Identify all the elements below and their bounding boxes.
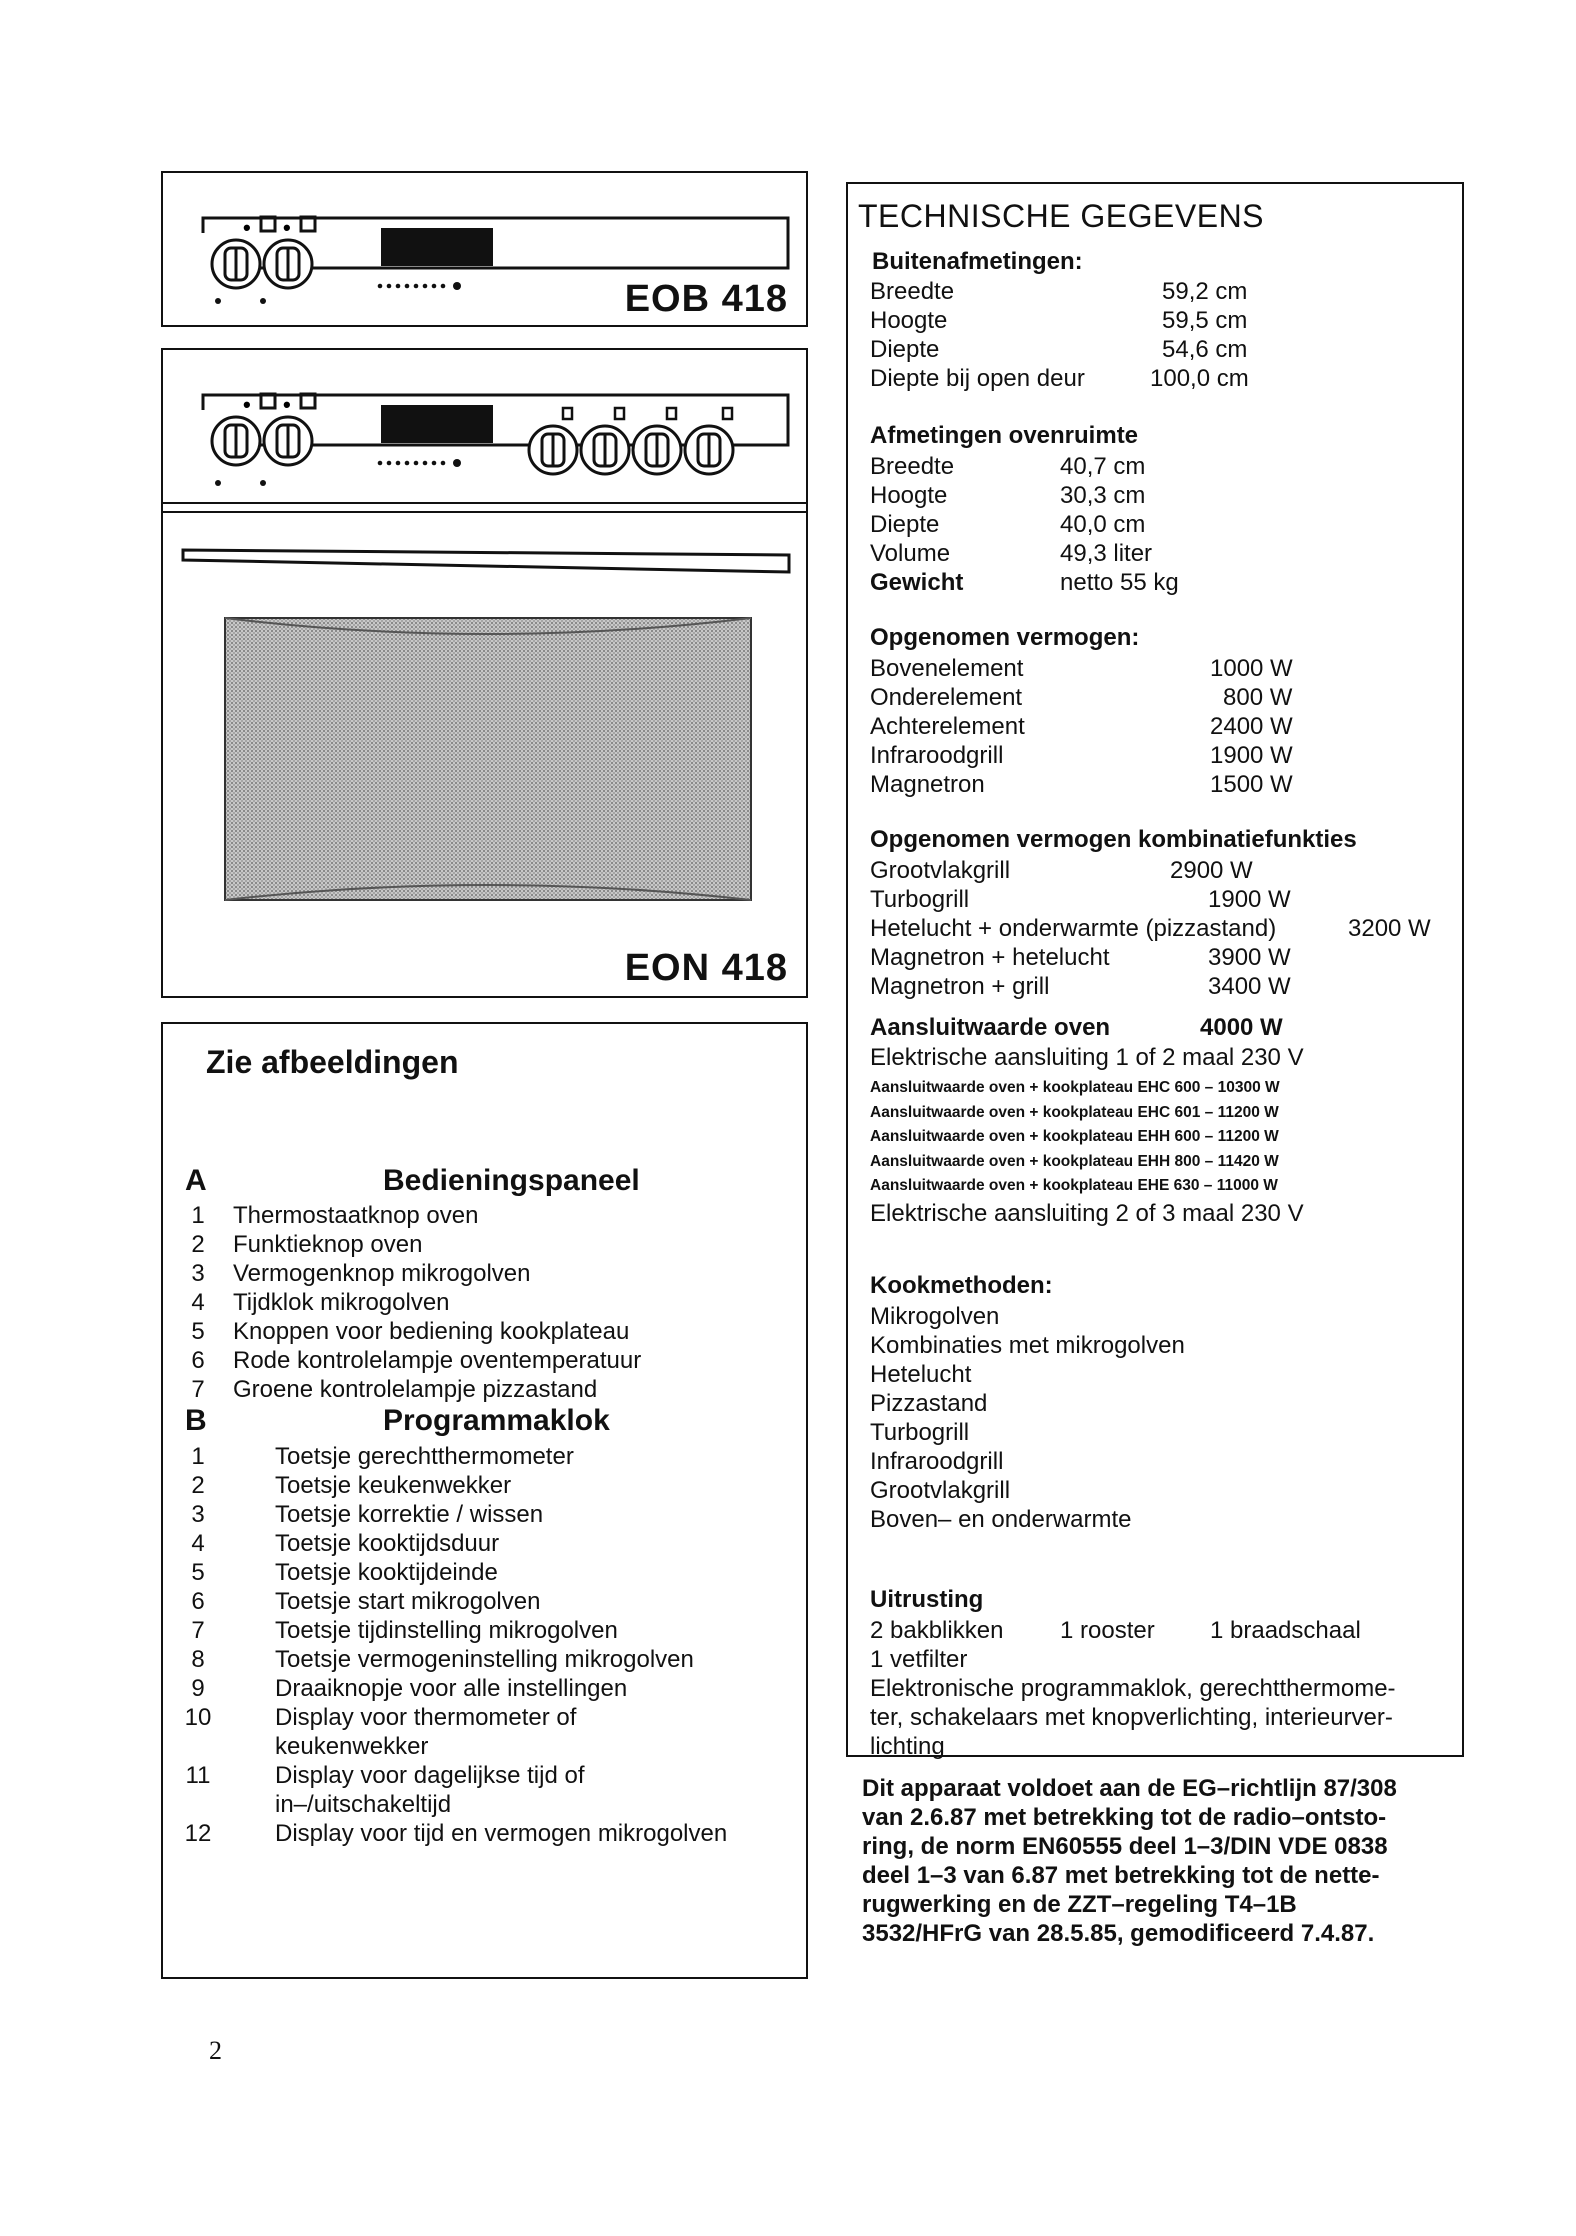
list-item: Grootvlakgrill — [870, 1477, 1011, 1504]
thermostat-knob-icon — [212, 417, 260, 465]
oven-title: Afmetingen ovenruimte — [870, 422, 1139, 449]
spec-row: Breedte 40,7 cm — [870, 453, 1146, 480]
spec-row: Hetelucht + onderwarmte (pizzastand) 3200 W — [870, 915, 1431, 942]
oven-specs — [870, 452, 1430, 597]
list-item: 11 Display voor dagelijkse tijd of — [185, 1762, 585, 1789]
spec-row: Elektronische programmaklok, gerechtthermome- — [870, 1675, 1396, 1702]
section-a-letter: A — [185, 1164, 207, 1197]
list-item: Pizzastand — [870, 1390, 988, 1417]
spec-row: Magnetron + hetelucht 3900 W — [870, 944, 1291, 971]
small-row: Aansluitwaarde oven + kookplateau EHC 601 – 11200 W — [870, 1103, 1279, 1121]
list-item: 2 Toetsje keukenwekker — [191, 1472, 512, 1499]
svg-text:•: • — [243, 215, 251, 240]
page-number: 2 — [209, 2036, 222, 2065]
list-item: 4 Tijdklok mikrogolven — [191, 1289, 450, 1316]
kook-list — [870, 1302, 1430, 1534]
list-item: Infraroodgrill — [870, 1448, 1004, 1475]
aansluit-line2: Elektrische aansluiting 2 of 3 maal 230 V — [870, 1200, 1304, 1227]
uitrusting-specs — [870, 1616, 1460, 1761]
spec-row: Grootvlakgrill 2900 W — [870, 857, 1253, 884]
spec-row: Diepte 54,6 cm — [870, 336, 1248, 363]
list-item: Mikrogolven — [870, 1303, 1000, 1330]
hob-knobs-icon — [529, 408, 733, 474]
tech-title: TECHNISCHE GEGEVENS — [858, 198, 1265, 234]
section-b-letter: B — [185, 1404, 207, 1437]
aansluit-small-list — [870, 1076, 1280, 1199]
thermostat-knob-icon — [212, 240, 260, 288]
model-label-eob: EOB 418 — [624, 278, 788, 320]
svg-text:•: • — [283, 392, 291, 417]
spec-row: Diepte bij open deur 100,0 cm — [870, 365, 1249, 392]
kombi-title: Opgenomen vermogen kombinatiefunkties — [870, 826, 1357, 853]
spec-row: Gewicht netto 55 kg — [870, 569, 1179, 596]
small-row: Aansluitwaarde oven + kookplateau EHE 630 – 11000 W — [870, 1177, 1278, 1194]
compliance-line: rugwerking en de ZZT–regeling T4–1B — [862, 1891, 1297, 1918]
list-item: 5 Toetsje kooktijdeinde — [191, 1559, 498, 1586]
list-item: 6 Toetsje start mikrogolven — [191, 1588, 541, 1615]
compliance-line: ring, de norm EN60555 deel 1–3/DIN VDE 0838 — [862, 1833, 1388, 1860]
list-item: 10 Display voor thermometer of — [184, 1704, 577, 1731]
figure-eon-418 — [161, 348, 808, 998]
spec-row: Magnetron 1500 W — [870, 771, 1293, 798]
spec-row: Magnetron + grill 3400 W — [870, 973, 1291, 1000]
model-label-eon: EON 418 — [624, 947, 788, 989]
kombi-specs — [870, 856, 1460, 1001]
function-knob-icon — [264, 417, 312, 465]
aansluit-line1: Elektrische aansluiting 1 of 2 maal 230 V — [870, 1044, 1304, 1071]
kook-title: Kookmethoden: — [870, 1272, 1053, 1299]
small-row: Aansluitwaarde oven + kookplateau EHH 600 – 11200 W — [870, 1128, 1279, 1145]
list-item: 7 Groene kontrolelampje pizzastand — [191, 1376, 598, 1403]
buiten-specs — [870, 277, 1430, 393]
spec-row: Breedte 59,2 cm — [870, 278, 1248, 305]
list-item: 7 Toetsje tijdinstelling mikrogolven — [191, 1617, 618, 1644]
function-knob-icon — [264, 240, 312, 288]
door-handle-icon — [183, 550, 789, 572]
uitrusting-title: Uitrusting — [870, 1586, 984, 1613]
aansluit-title: Aansluitwaarde oven 4000 W — [870, 1014, 1283, 1041]
list-item: 1 Thermostaatknop oven — [191, 1202, 479, 1229]
spec-row: Hoogte 30,3 cm — [870, 482, 1146, 509]
svg-text:•: • — [283, 215, 291, 240]
tech-data-box — [846, 182, 1464, 1760]
spec-row: Achterelement 2400 W — [870, 713, 1293, 740]
list-item: Hetelucht — [870, 1361, 972, 1388]
compliance-line: Dit apparaat voldoet aan de EG–richtlijn 87/308 — [862, 1775, 1397, 1802]
section-b-list — [183, 1442, 803, 1848]
spec-row: Infraroodgrill 1900 W — [870, 742, 1293, 769]
list-item: 12 Display voor tijd en vermogen mikrogolven — [184, 1820, 728, 1847]
compliance-line: deel 1–3 van 6.87 met betrekking tot de nette- — [862, 1862, 1380, 1889]
list-item: 4 Toetsje kooktijdsduur — [191, 1530, 500, 1557]
compliance-line: 3532/HFrG van 28.5.85, gemodificeerd 7.4.87. — [862, 1920, 1375, 1947]
list-item: 3 Toetsje korrektie / wissen — [191, 1501, 544, 1528]
list-item: 6 Rode kontrolelampje oventemperatuur — [191, 1347, 642, 1374]
legend-heading: Zie afbeeldingen — [206, 1044, 459, 1080]
spec-row: Turbogrill 1900 W — [870, 886, 1291, 913]
list-item: 8 Toetsje vermogeninstelling mikrogolven — [191, 1646, 694, 1673]
vermogen-specs — [870, 654, 1430, 799]
spec-row: Volume 49,3 liter — [870, 540, 1153, 567]
list-item: Kombinaties met mikrogolven — [870, 1332, 1185, 1359]
list-item: 3 Vermogenknop mikrogolven — [191, 1260, 531, 1287]
list-item: in–/uitschakeltijd — [275, 1791, 452, 1818]
spec-row: ter, schakelaars met knopverlichting, interieurver- — [870, 1704, 1393, 1731]
list-item: 1 Toetsje gerechtthermometer — [191, 1443, 574, 1470]
list-item: keukenwekker — [275, 1733, 429, 1760]
section-b-title: Programmaklok — [383, 1404, 610, 1437]
display-icon — [381, 228, 493, 266]
spec-row: Onderelement 800 W — [870, 684, 1293, 711]
list-item: 2 Funktieknop oven — [191, 1231, 423, 1258]
figure-eob-418 — [161, 171, 808, 327]
compliance-statement — [862, 1774, 1397, 1948]
svg-text:•: • — [243, 392, 251, 417]
list-item: Boven– en onderwarmte — [870, 1506, 1132, 1533]
spec-row: 2 bakblikken 1 rooster 1 braadschaal — [870, 1617, 1361, 1644]
spec-row: Hoogte 59,5 cm — [870, 307, 1248, 334]
list-item: Turbogrill — [870, 1419, 970, 1446]
spec-row: 1 vetfilter — [870, 1646, 968, 1673]
legend-box — [161, 1022, 808, 1979]
list-item: 5 Knoppen voor bediening kookplateau — [191, 1318, 630, 1345]
buiten-title: Buitenafmetingen: — [872, 248, 1083, 275]
small-row: Aansluitwaarde oven + kookplateau EHH 800 – 11420 W — [870, 1152, 1279, 1170]
oven-window — [225, 618, 751, 900]
vermogen-title: Opgenomen vermogen: — [870, 624, 1140, 651]
section-a-list — [183, 1201, 783, 1404]
compliance-line: van 2.6.87 met betrekking tot de radio–ontsto- — [862, 1804, 1387, 1831]
spec-row: lichting — [870, 1733, 945, 1760]
section-a-title: Bedieningspaneel — [383, 1164, 640, 1197]
list-item: 9 Draaiknopje voor alle instellingen — [191, 1675, 628, 1702]
display-icon — [381, 405, 493, 443]
spec-row: Bovenelement 1000 W — [870, 655, 1293, 682]
oven-front-illustration — [163, 350, 806, 996]
small-row: Aansluitwaarde oven + kookplateau EHC 600 – 10300 W — [870, 1079, 1280, 1096]
spec-row: Diepte 40,0 cm — [870, 511, 1146, 538]
